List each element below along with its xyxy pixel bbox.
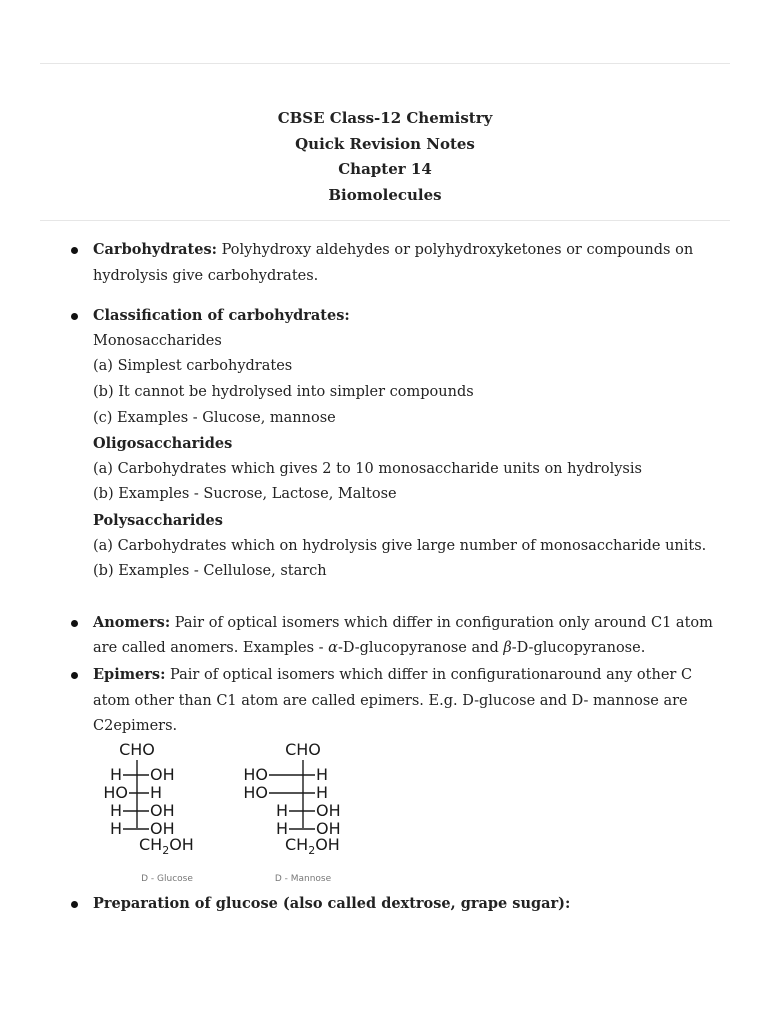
mannose-right-4: OH — [316, 818, 341, 838]
glucose-left-1: H — [109, 764, 122, 784]
list-item-carbohydrates — [0, 237, 768, 289]
mannose-bottom-sub: 2 — [308, 843, 316, 857]
glucose-left-3: H — [109, 800, 122, 820]
mannose-caption: D - Mannose — [274, 873, 332, 884]
term-label: Epimers: — [93, 665, 166, 683]
poly-title: Polysaccharides — [93, 511, 223, 529]
header-chapter: Chapter 14 — [338, 160, 432, 179]
mono-point-b: (b) It cannot be hydrolysed into simpler compounds — [93, 383, 474, 400]
glucose-caption: D - Glucose — [141, 873, 193, 884]
term-label: Carbohydrates: — [93, 241, 217, 258]
mannose-structure — [243, 741, 340, 884]
mono-point-a: (a) Simplest carbohydrates — [93, 358, 293, 375]
bullet-icon — [71, 901, 78, 908]
bullet-icon — [71, 620, 78, 627]
beta-symbol: β — [503, 640, 512, 657]
glucose-left-4: H — [109, 818, 122, 838]
glucose-structure — [103, 741, 193, 884]
header-subtitle: Quick Revision Notes — [295, 134, 475, 153]
poly-point-a: (a) Carbohydrates which on hydrolysis give large number of monosaccharide units. — [93, 537, 707, 554]
glucose-right-4: OH — [150, 818, 175, 838]
term-definition: Pair of optical isomers which differ in configurationaround any other C atom other than C1 atom are called epimers. E.g. D-glucose and D- mannose are C2epimers. — [93, 666, 693, 735]
page-header — [0, 106, 768, 208]
list-item-preparation — [0, 891, 768, 918]
mono-point-c: (c) Examples - Glucose, mannose — [93, 409, 336, 426]
term-definition-cont: -D-glucopyranose and — [337, 640, 504, 657]
glucose-right-1: OH — [150, 764, 175, 784]
list-item-epimers — [0, 662, 768, 891]
mannose-bottom-ch: CH — [285, 834, 309, 854]
top-divider — [40, 63, 730, 64]
mannose-left-2: HO — [243, 782, 268, 802]
bullet-icon — [71, 247, 78, 254]
term-definition-end: -D-glucopyranose. — [511, 640, 646, 657]
glucose-top-group: CHO — [119, 740, 155, 759]
list-item-classification — [0, 303, 768, 585]
poly-point-b: (b) Examples - Cellulose, starch — [93, 563, 327, 580]
mannose-right-3: OH — [316, 800, 341, 820]
oligo-point-a: (a) Carbohydrates which gives 2 to 10 monosaccharide units on hydrolysis — [93, 460, 642, 477]
glucose-bottom-oh: OH — [169, 834, 194, 854]
mannose-right-2: H — [316, 782, 329, 802]
term-definition: Polyhydroxy aldehydes or polyhydroxyketones or compounds on hydrolysis give carbohydrates. — [93, 242, 694, 284]
glucose-right-3: OH — [150, 800, 175, 820]
header-divider — [40, 220, 730, 221]
glucose-right-2: H — [150, 782, 163, 802]
term-definition: Pair of optical isomers which differ in configuration only around C1 atom are called anomers. Examples - — [93, 614, 713, 657]
glucose-bottom-group — [139, 835, 194, 857]
term-label: Classification of carbohydrates: — [93, 307, 350, 325]
glucose-left-2: HO — [103, 782, 128, 802]
bullet-icon — [71, 313, 78, 320]
header-topic: Biomolecules — [328, 185, 442, 204]
alpha-symbol: α — [328, 640, 338, 657]
mannose-right-1: H — [316, 764, 329, 784]
bullet-icon — [71, 672, 78, 679]
mannose-left-1: HO — [243, 764, 268, 784]
mono-title: Monosaccharides — [93, 332, 222, 349]
glucose-bottom-ch: CH — [139, 834, 163, 854]
mannose-left-3: H — [275, 800, 288, 820]
header-title: CBSE Class-12 Chemistry — [277, 109, 493, 127]
term-label: Preparation of glucose (also called dextrose, grape sugar): — [93, 894, 571, 912]
mannose-bottom-group — [285, 835, 340, 857]
mannose-bottom-oh: OH — [315, 834, 340, 854]
term-label: Anomers: — [93, 613, 171, 631]
mannose-top-group: CHO — [285, 740, 321, 759]
glucose-bottom-sub: 2 — [162, 843, 170, 857]
mannose-left-4: H — [275, 818, 288, 838]
oligo-point-b: (b) Examples - Sucrose, Lactose, Maltose — [93, 486, 397, 503]
oligo-title: Oligosaccharides — [93, 435, 233, 453]
list-item-anomers — [0, 610, 768, 662]
fischer-projection-figure — [93, 741, 373, 891]
notes-content — [0, 237, 768, 917]
